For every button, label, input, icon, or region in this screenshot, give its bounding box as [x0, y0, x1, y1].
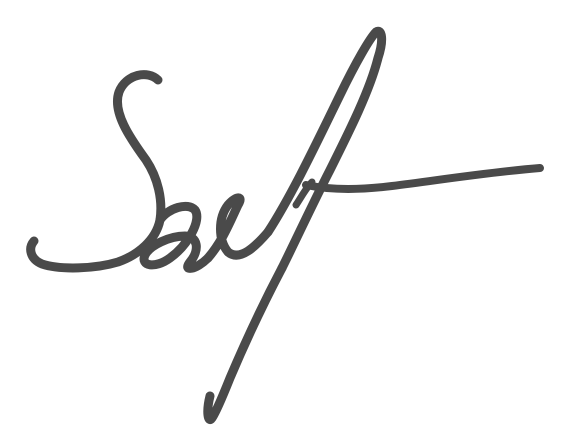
- signature-crossbar: [306, 168, 540, 189]
- signature-letter-f-ascender: [268, 31, 382, 268]
- signature-letter-a2-stroke: [208, 198, 268, 258]
- signature-letter-s-stroke: [31, 75, 161, 268]
- signature-letter-f-descender: [208, 268, 282, 420]
